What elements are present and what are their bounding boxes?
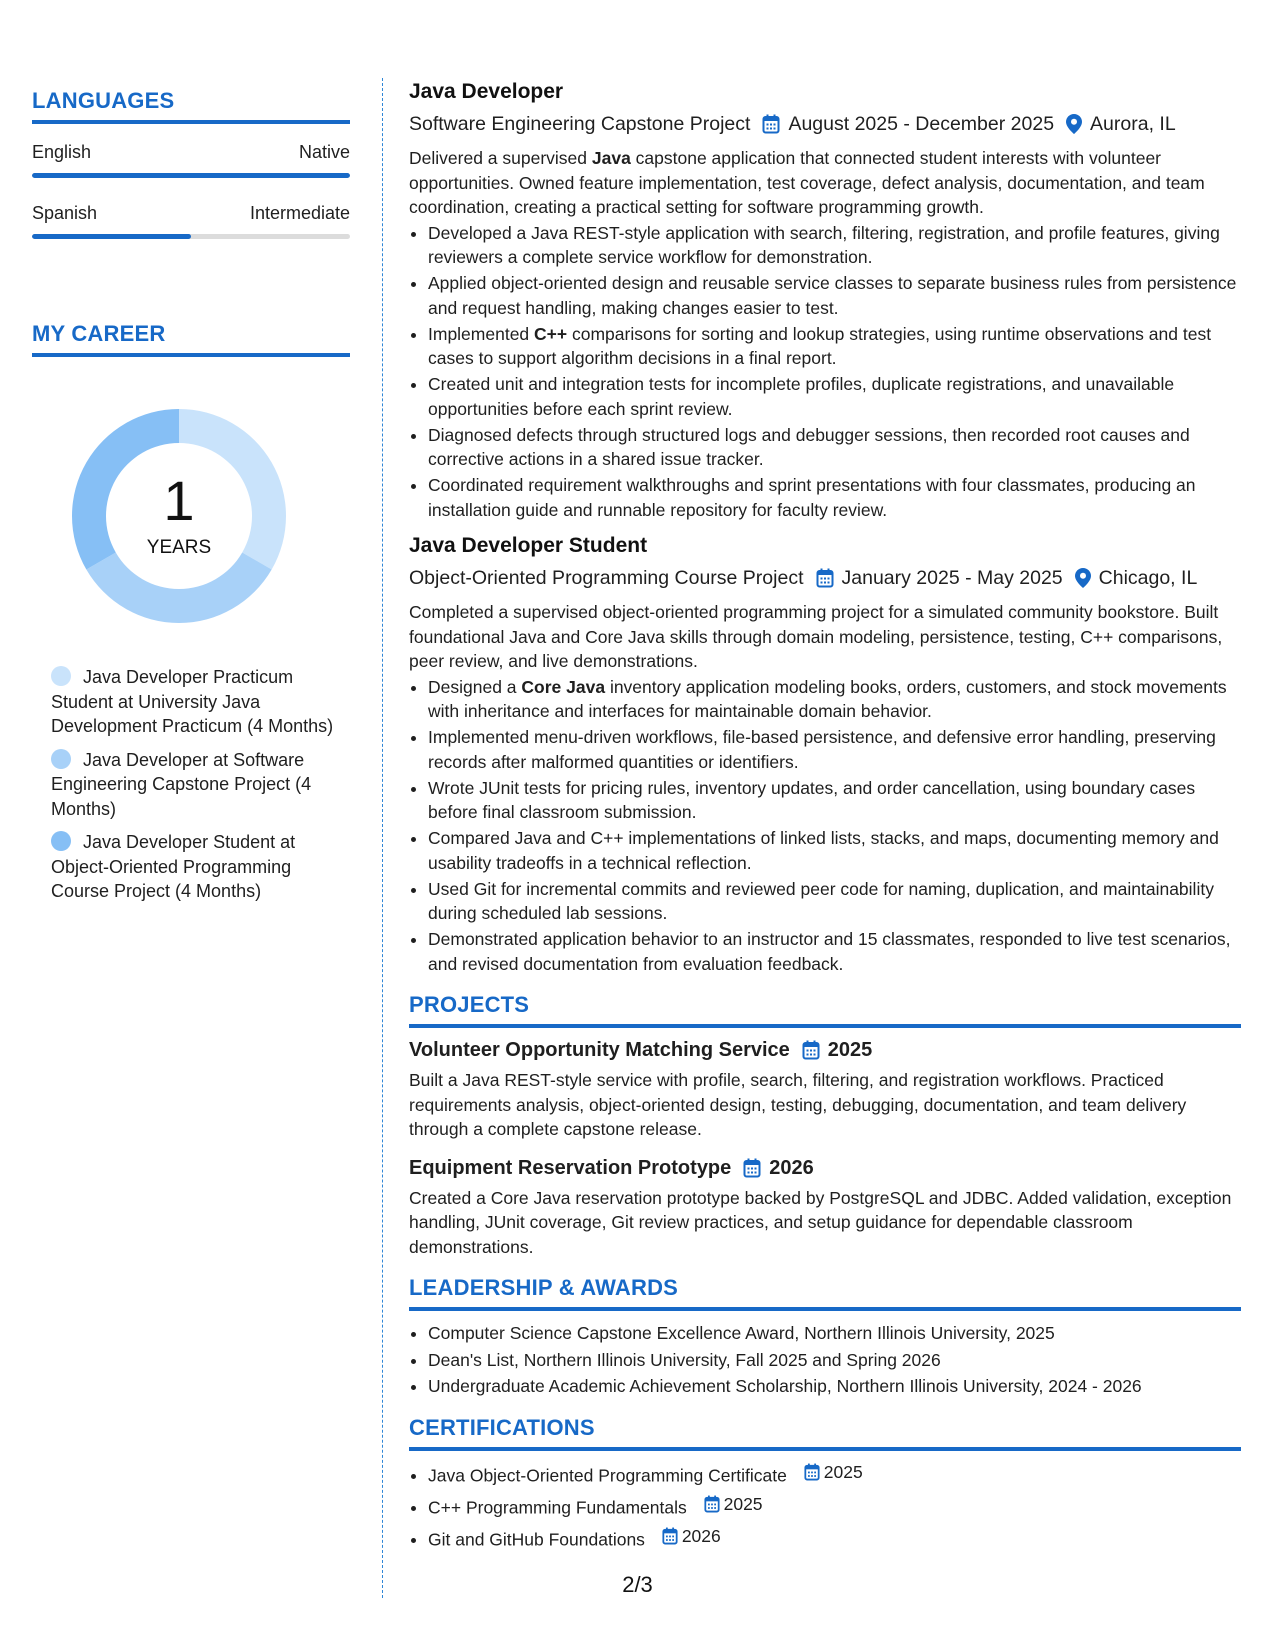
job-description-text: Delivered a supervised — [409, 148, 592, 168]
calendar-icon — [804, 1463, 820, 1481]
right-column — [409, 78, 1241, 1555]
award-item: • Undergraduate Academic Achievement Scholarship, Northern Illinois University, 2024 - 2026 — [428, 1374, 1241, 1399]
job-bullet-text: comparisons for sorting and lookup strategies, using runtime observations and test cases to support algorithm decisions in a final report. — [428, 323, 1212, 368]
calendar-icon — [662, 1527, 678, 1545]
language-proficiency-fill — [32, 234, 191, 239]
certification-name: C++ Programming Fundamentals — [428, 1497, 687, 1517]
job-bullet: • Developed a Java REST-style application with search, filtering, registration, and profile features, giving reviewers a complete service workflow for demonstration. — [428, 221, 1241, 270]
column-divider — [382, 78, 383, 1598]
legend-dot-icon — [51, 749, 71, 769]
project-year: 2025 — [827, 1039, 873, 1061]
job-description-text: capstone application that connected student interests with volunteer opportunities. Owned feature implementation, test coverage, defect analysis, documentation, and team coordination, creating a practical setting for software programming growth. — [409, 148, 1205, 217]
project-description: Created a Core Java reservation prototype backed by PostgreSQL and JDBC. Added validation, exception handling, JUnit coverage, Git review practices, and setup guidance for dependable classroom demonstrations. — [409, 1187, 1232, 1257]
language-proficiency-bar — [32, 173, 350, 178]
career-legend-text: Java Developer at Software Engineering Capstone Project (4 Months) — [51, 749, 312, 819]
job-bullet: • Applied object-oriented design and reusable service classes to separate business rules from persistence and request handling, making changes easier to test. — [428, 271, 1241, 320]
language-name: Spanish — [32, 203, 98, 223]
language-item — [32, 203, 350, 239]
job-title: Java Developer Student — [409, 534, 648, 557]
job-bullet: • Used Git for incremental commits and reviewed peer code for naming, duplication, and maintainability during scheduled lab sessions. — [428, 877, 1241, 926]
calendar-icon — [743, 1158, 761, 1178]
certification-year: 2025 — [823, 1461, 863, 1482]
job-organization: Object-Oriented Programming Course Project — [409, 567, 804, 589]
job-location: Chicago, IL — [1098, 567, 1198, 589]
projects-section — [409, 992, 1241, 1259]
project-entry — [409, 1154, 1241, 1260]
calendar-icon — [704, 1495, 720, 1513]
job-description: Completed a supervised object-oriented programming project for a simulated community bookstore. Built foundational Java and Core Java skills through domain modeling, persistence, testing, C++ comparisons, peer review, and live demonstrations. — [409, 602, 1223, 671]
job-bullet-bold: C++ — [534, 323, 568, 344]
job-bullet-bold: Core Java — [521, 676, 606, 697]
page-number: 2/3 — [622, 1572, 653, 1597]
calendar-icon — [762, 114, 780, 134]
job-title: Java Developer — [409, 80, 564, 103]
career-years-value: 1 — [163, 469, 195, 532]
experience-entry — [409, 532, 1241, 976]
career-section — [32, 321, 350, 904]
job-meta — [409, 564, 1241, 592]
left-column — [32, 88, 350, 913]
job-bullet: • Demonstrated application behavior to an instructor and 15 classmates, responded to live test scenarios, and revised documentation from evaluation feedback. — [428, 927, 1241, 976]
awards-heading: LEADERSHIP & AWARDS — [409, 1275, 1241, 1311]
career-heading: MY CAREER — [32, 321, 350, 357]
job-bullet-text: Implemented — [428, 323, 535, 344]
career-legend-item — [51, 665, 350, 739]
calendar-icon — [802, 1040, 820, 1060]
certification-year: 2026 — [681, 1525, 721, 1546]
calendar-icon — [816, 568, 834, 588]
job-bullet: • Compared Java and C++ implementations of linked lists, stacks, and maps, documenting memory and usability tradeoffs in a technical reflection. — [428, 826, 1241, 875]
language-level: Intermediate — [249, 203, 350, 223]
certifications-heading: CERTIFICATIONS — [409, 1415, 1241, 1451]
job-dates: January 2025 - May 2025 — [841, 567, 1063, 589]
legend-dot-icon — [51, 831, 71, 851]
career-legend-text: Java Developer Practicum Student at University Java Development Practicum (4 Months) — [51, 667, 334, 736]
career-donut-chart — [64, 401, 294, 631]
location-pin-icon — [1066, 114, 1082, 134]
job-bullet: • Diagnosed defects through structured logs and debugger sessions, then recorded root causes and corrective actions in a shared issue tracker. — [428, 423, 1241, 472]
location-pin-icon — [1075, 568, 1091, 588]
language-item — [32, 142, 350, 178]
award-item: • Computer Science Capstone Excellence Award, Northern Illinois University, 2025 — [428, 1321, 1241, 1346]
award-item: • Dean's List, Northern Illinois University, Fall 2025 and Spring 2026 — [428, 1348, 1241, 1373]
career-legend-text: Java Developer Student at Object-Oriented Programming Course Project (4 Months) — [51, 832, 296, 901]
job-bullet — [428, 322, 1241, 371]
certifications-section — [409, 1415, 1241, 1554]
career-legend-item — [51, 748, 350, 822]
job-meta — [409, 110, 1241, 138]
awards-section — [409, 1275, 1241, 1399]
job-description-bold: Java — [591, 148, 631, 168]
language-name: English — [32, 142, 92, 162]
projects-heading: PROJECTS — [409, 992, 1241, 1028]
job-bullet-text: inventory application modeling books, orders, customers, and stock movements with inheritance and interfaces for maintainable domain behavior. — [428, 676, 1227, 721]
job-bullets — [409, 675, 1241, 977]
career-legend-item — [51, 830, 350, 904]
project-year: 2026 — [769, 1156, 814, 1179]
certification-year: 2025 — [723, 1493, 763, 1514]
job-bullet: • Created unit and integration tests for incomplete profiles, duplicate registrations, and unavailable opportunities before each sprint review. — [428, 372, 1241, 421]
experience-entry — [409, 78, 1241, 522]
job-bullets — [409, 221, 1241, 523]
legend-dot-icon — [51, 666, 71, 686]
certification-item — [428, 1459, 1241, 1490]
job-description — [409, 146, 1241, 220]
project-entry — [409, 1036, 1241, 1142]
language-proficiency-fill — [32, 173, 350, 178]
certification-name: Java Object-Oriented Programming Certificate — [428, 1465, 787, 1485]
certifications-list — [409, 1459, 1241, 1554]
awards-list — [409, 1321, 1241, 1399]
job-bullet — [428, 675, 1241, 724]
job-location: Aurora, IL — [1090, 113, 1176, 135]
job-organization: Software Engineering Capstone Project — [409, 113, 751, 135]
languages-heading: LANGUAGES — [32, 88, 350, 124]
career-legend — [51, 665, 350, 904]
language-level: Native — [298, 142, 350, 162]
job-bullet-text: Designed a — [428, 676, 522, 697]
career-years-label: YEARS — [146, 537, 212, 558]
certification-item — [428, 1491, 1241, 1522]
job-bullet: • Implemented menu-driven workflows, file-based persistence, and defensive error handling, preserving records after malformed quantities or identifiers. — [428, 725, 1241, 774]
project-name: Volunteer Opportunity Matching Service — [409, 1039, 790, 1061]
job-dates: August 2025 - December 2025 — [788, 113, 1055, 135]
language-proficiency-bar — [32, 234, 350, 239]
job-bullet: • Coordinated requirement walkthroughs and sprint presentations with four classmates, producing an installation guide and runnable repository for faculty review. — [428, 473, 1241, 522]
certification-name: Git and GitHub Foundations — [428, 1529, 645, 1549]
project-description: Built a Java REST-style service with profile, search, filtering, and registration workflows. Practiced requirements analysis, object-oriented design, testing, debugging, documentation, and team delivery through a complete capstone release. — [409, 1070, 1187, 1139]
certification-item — [428, 1523, 1241, 1554]
project-name: Equipment Reservation Prototype — [409, 1156, 732, 1179]
job-bullet: • Wrote JUnit tests for pricing rules, inventory updates, and order cancellation, using boundary cases before final classroom submission. — [428, 776, 1241, 825]
